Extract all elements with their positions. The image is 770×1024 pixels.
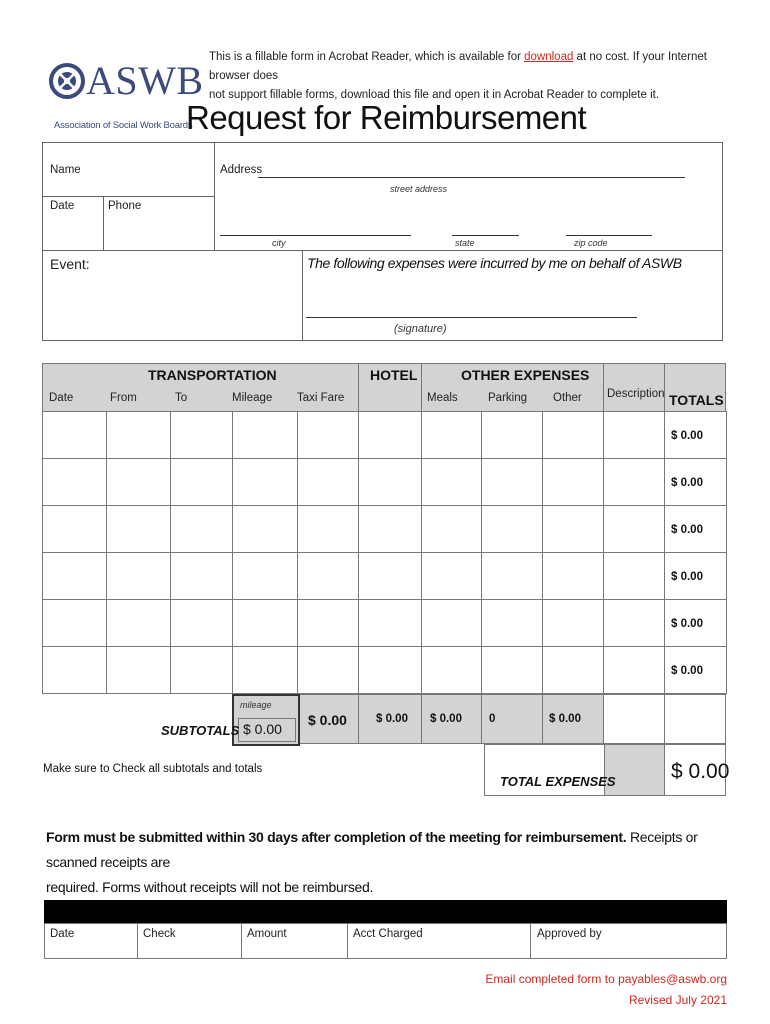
office-col-check: Check (143, 928, 176, 940)
row-from-field[interactable] (106, 599, 171, 647)
row-taxi-fare-field[interactable] (297, 599, 359, 647)
row-total-value: $ 0.00 (671, 571, 703, 583)
row-mileage-field[interactable] (232, 458, 298, 506)
transportation-group-header: TRANSPORTATION (148, 367, 277, 383)
event-field[interactable] (46, 276, 298, 336)
row-from-field[interactable] (106, 505, 171, 553)
aswb-logo (46, 55, 204, 140)
row-to-field[interactable] (170, 552, 233, 600)
office-col-amount: Amount (247, 928, 287, 940)
office-col-acct-charged: Acct Charged (353, 928, 423, 940)
col-totals: TOTALS (669, 392, 724, 408)
row-meals-field[interactable] (421, 646, 482, 694)
col-parking: Parking (488, 392, 527, 404)
total-expenses-value: $ 0.00 (671, 760, 730, 783)
row-mileage-field[interactable] (232, 599, 298, 647)
certify-statement: The following expenses were incurred by me on behalf of ASWB (307, 255, 682, 271)
row-taxi-fare-field[interactable] (297, 505, 359, 553)
zip-field[interactable] (566, 222, 652, 236)
col-date: Date (49, 392, 74, 404)
col-other: Other (553, 392, 582, 404)
office-col-date: Date (50, 928, 75, 940)
revised-date: Revised July 2021 (628, 993, 727, 1007)
date-field[interactable] (46, 214, 100, 246)
row-parking-field[interactable] (481, 505, 543, 553)
row-other-field[interactable] (542, 458, 604, 506)
row-total (664, 646, 727, 694)
row-hotel-field[interactable] (358, 411, 422, 459)
row-other-field[interactable] (542, 552, 604, 600)
row-meals-field[interactable] (421, 458, 482, 506)
date-label: Date (50, 200, 75, 212)
row-to-field[interactable] (170, 599, 233, 647)
phone-field[interactable] (108, 214, 210, 246)
row-description-field[interactable] (603, 646, 665, 694)
other-expenses-group-header: OTHER EXPENSES (461, 367, 590, 383)
city-caption: city (272, 238, 286, 248)
mileage-subtotal-box (232, 694, 300, 746)
row-total-value: $ 0.00 (671, 477, 703, 489)
row-parking-field[interactable] (481, 458, 543, 506)
row-hotel-field[interactable] (358, 599, 422, 647)
row-total (664, 599, 727, 647)
mileage-subtotal-field[interactable]: $ 0.00 (238, 718, 296, 742)
row-description-field[interactable] (603, 599, 665, 647)
row-date-field[interactable] (42, 458, 107, 506)
row-parking-field[interactable] (481, 646, 543, 694)
row-mileage-field[interactable] (232, 552, 298, 600)
subtotal-meals: $ 0.00 (430, 713, 462, 725)
row-hotel-field[interactable] (358, 646, 422, 694)
row-to-field[interactable] (170, 411, 233, 459)
download-link[interactable]: download (524, 51, 574, 63)
row-taxi-fare-field[interactable] (297, 411, 359, 459)
subtotal-parking: 0 (489, 713, 496, 725)
row-hotel-field[interactable] (358, 552, 422, 600)
row-from-field[interactable] (106, 646, 171, 694)
street-caption: street address (390, 184, 448, 194)
row-to-field[interactable] (170, 505, 233, 553)
row-total (664, 505, 727, 553)
row-to-field[interactable] (170, 458, 233, 506)
row-other-field[interactable] (542, 505, 604, 553)
col-taxi-fare: Taxi Fare (297, 392, 345, 404)
signature-field[interactable] (306, 304, 637, 318)
row-from-field[interactable] (106, 411, 171, 459)
address-label: Address (220, 164, 263, 176)
row-total-value: $ 0.00 (671, 524, 703, 536)
row-description-field[interactable] (603, 552, 665, 600)
col-description: Description (607, 388, 665, 400)
row-meals-field[interactable] (421, 505, 482, 553)
row-meals-field[interactable] (421, 552, 482, 600)
row-hotel-field[interactable] (358, 505, 422, 553)
col-mileage: Mileage (232, 392, 273, 404)
row-from-field[interactable] (106, 552, 171, 600)
email-note: Email completed form to payables@aswb.org (485, 972, 727, 986)
row-date-field[interactable] (42, 646, 107, 694)
submission-policy: Form must be submitted within 30 days after completion of the meeting for reimbursement. Receipts or scanned receipts are required. Forms without receipts will not be reimbursed. (46, 829, 698, 895)
office-use-bar (44, 900, 727, 924)
row-date-field[interactable] (42, 411, 107, 459)
row-other-field[interactable] (542, 599, 604, 647)
row-to-field[interactable] (170, 646, 233, 694)
city-field[interactable] (220, 222, 411, 236)
row-taxi-fare-field[interactable] (297, 458, 359, 506)
row-total (664, 552, 727, 600)
row-total-value: $ 0.00 (671, 430, 703, 442)
row-from-field[interactable] (106, 458, 171, 506)
row-total-value: $ 0.00 (671, 665, 703, 677)
row-taxi-fare-field[interactable] (297, 552, 359, 600)
fillable-notice: This is a fillable form in Acrobat Reader, which is available for download at no cost. If your Internet browser does not support fillable forms, download this file and open it in Acrobat Reader to complete it. (209, 51, 707, 101)
name-label: Name (50, 164, 81, 176)
col-to: To (175, 392, 188, 404)
total-expenses-label: TOTAL EXPENSES (500, 774, 616, 789)
street-address-field[interactable] (258, 164, 685, 178)
row-description-field[interactable] (603, 411, 665, 459)
phone-label: Phone (108, 200, 142, 212)
subtotal-taxi: $ 0.00 (308, 712, 347, 728)
row-hotel-field[interactable] (358, 458, 422, 506)
row-mileage-field[interactable] (232, 411, 298, 459)
row-mileage-field[interactable] (232, 505, 298, 553)
subtotal-other: $ 0.00 (549, 713, 581, 725)
row-total (664, 411, 727, 459)
row-other-field[interactable] (542, 646, 604, 694)
hotel-group-header: HOTEL (370, 367, 418, 383)
logo-word: ASWB (86, 58, 204, 103)
check-note: Make sure to Check all subtotals and totals (43, 763, 263, 775)
event-label: Event: (50, 256, 90, 272)
row-date-field[interactable] (42, 599, 107, 647)
page-title: Request for Reimbursement (186, 99, 587, 136)
row-total-value: $ 0.00 (671, 618, 703, 630)
subtotal-hotel: $ 0.00 (376, 713, 408, 725)
row-date-field[interactable] (42, 552, 107, 600)
mileage-caption: mileage (240, 700, 272, 710)
state-field[interactable] (452, 222, 519, 236)
row-meals-field[interactable] (421, 411, 482, 459)
col-from: From (110, 392, 137, 404)
zip-caption: zip code (574, 238, 608, 248)
row-mileage-field[interactable] (232, 646, 298, 694)
name-field[interactable] (46, 180, 210, 194)
row-parking-field[interactable] (481, 411, 543, 459)
col-meals: Meals (427, 392, 458, 404)
aswb-emblem-icon (48, 57, 86, 109)
row-description-field[interactable] (603, 458, 665, 506)
row-parking-field[interactable] (481, 599, 543, 647)
row-description-field[interactable] (603, 505, 665, 553)
row-taxi-fare-field[interactable] (297, 646, 359, 694)
subtotals-label: SUBTOTALS (161, 723, 240, 738)
row-parking-field[interactable] (481, 552, 543, 600)
office-col-approved-by: Approved by (537, 928, 602, 940)
logo-tagline: Association of Social Work Boards (54, 120, 193, 131)
row-meals-field[interactable] (421, 599, 482, 647)
row-date-field[interactable] (42, 505, 107, 553)
row-other-field[interactable] (542, 411, 604, 459)
row-total (664, 458, 727, 506)
signature-caption: (signature) (394, 323, 447, 335)
state-caption: state (455, 238, 475, 248)
